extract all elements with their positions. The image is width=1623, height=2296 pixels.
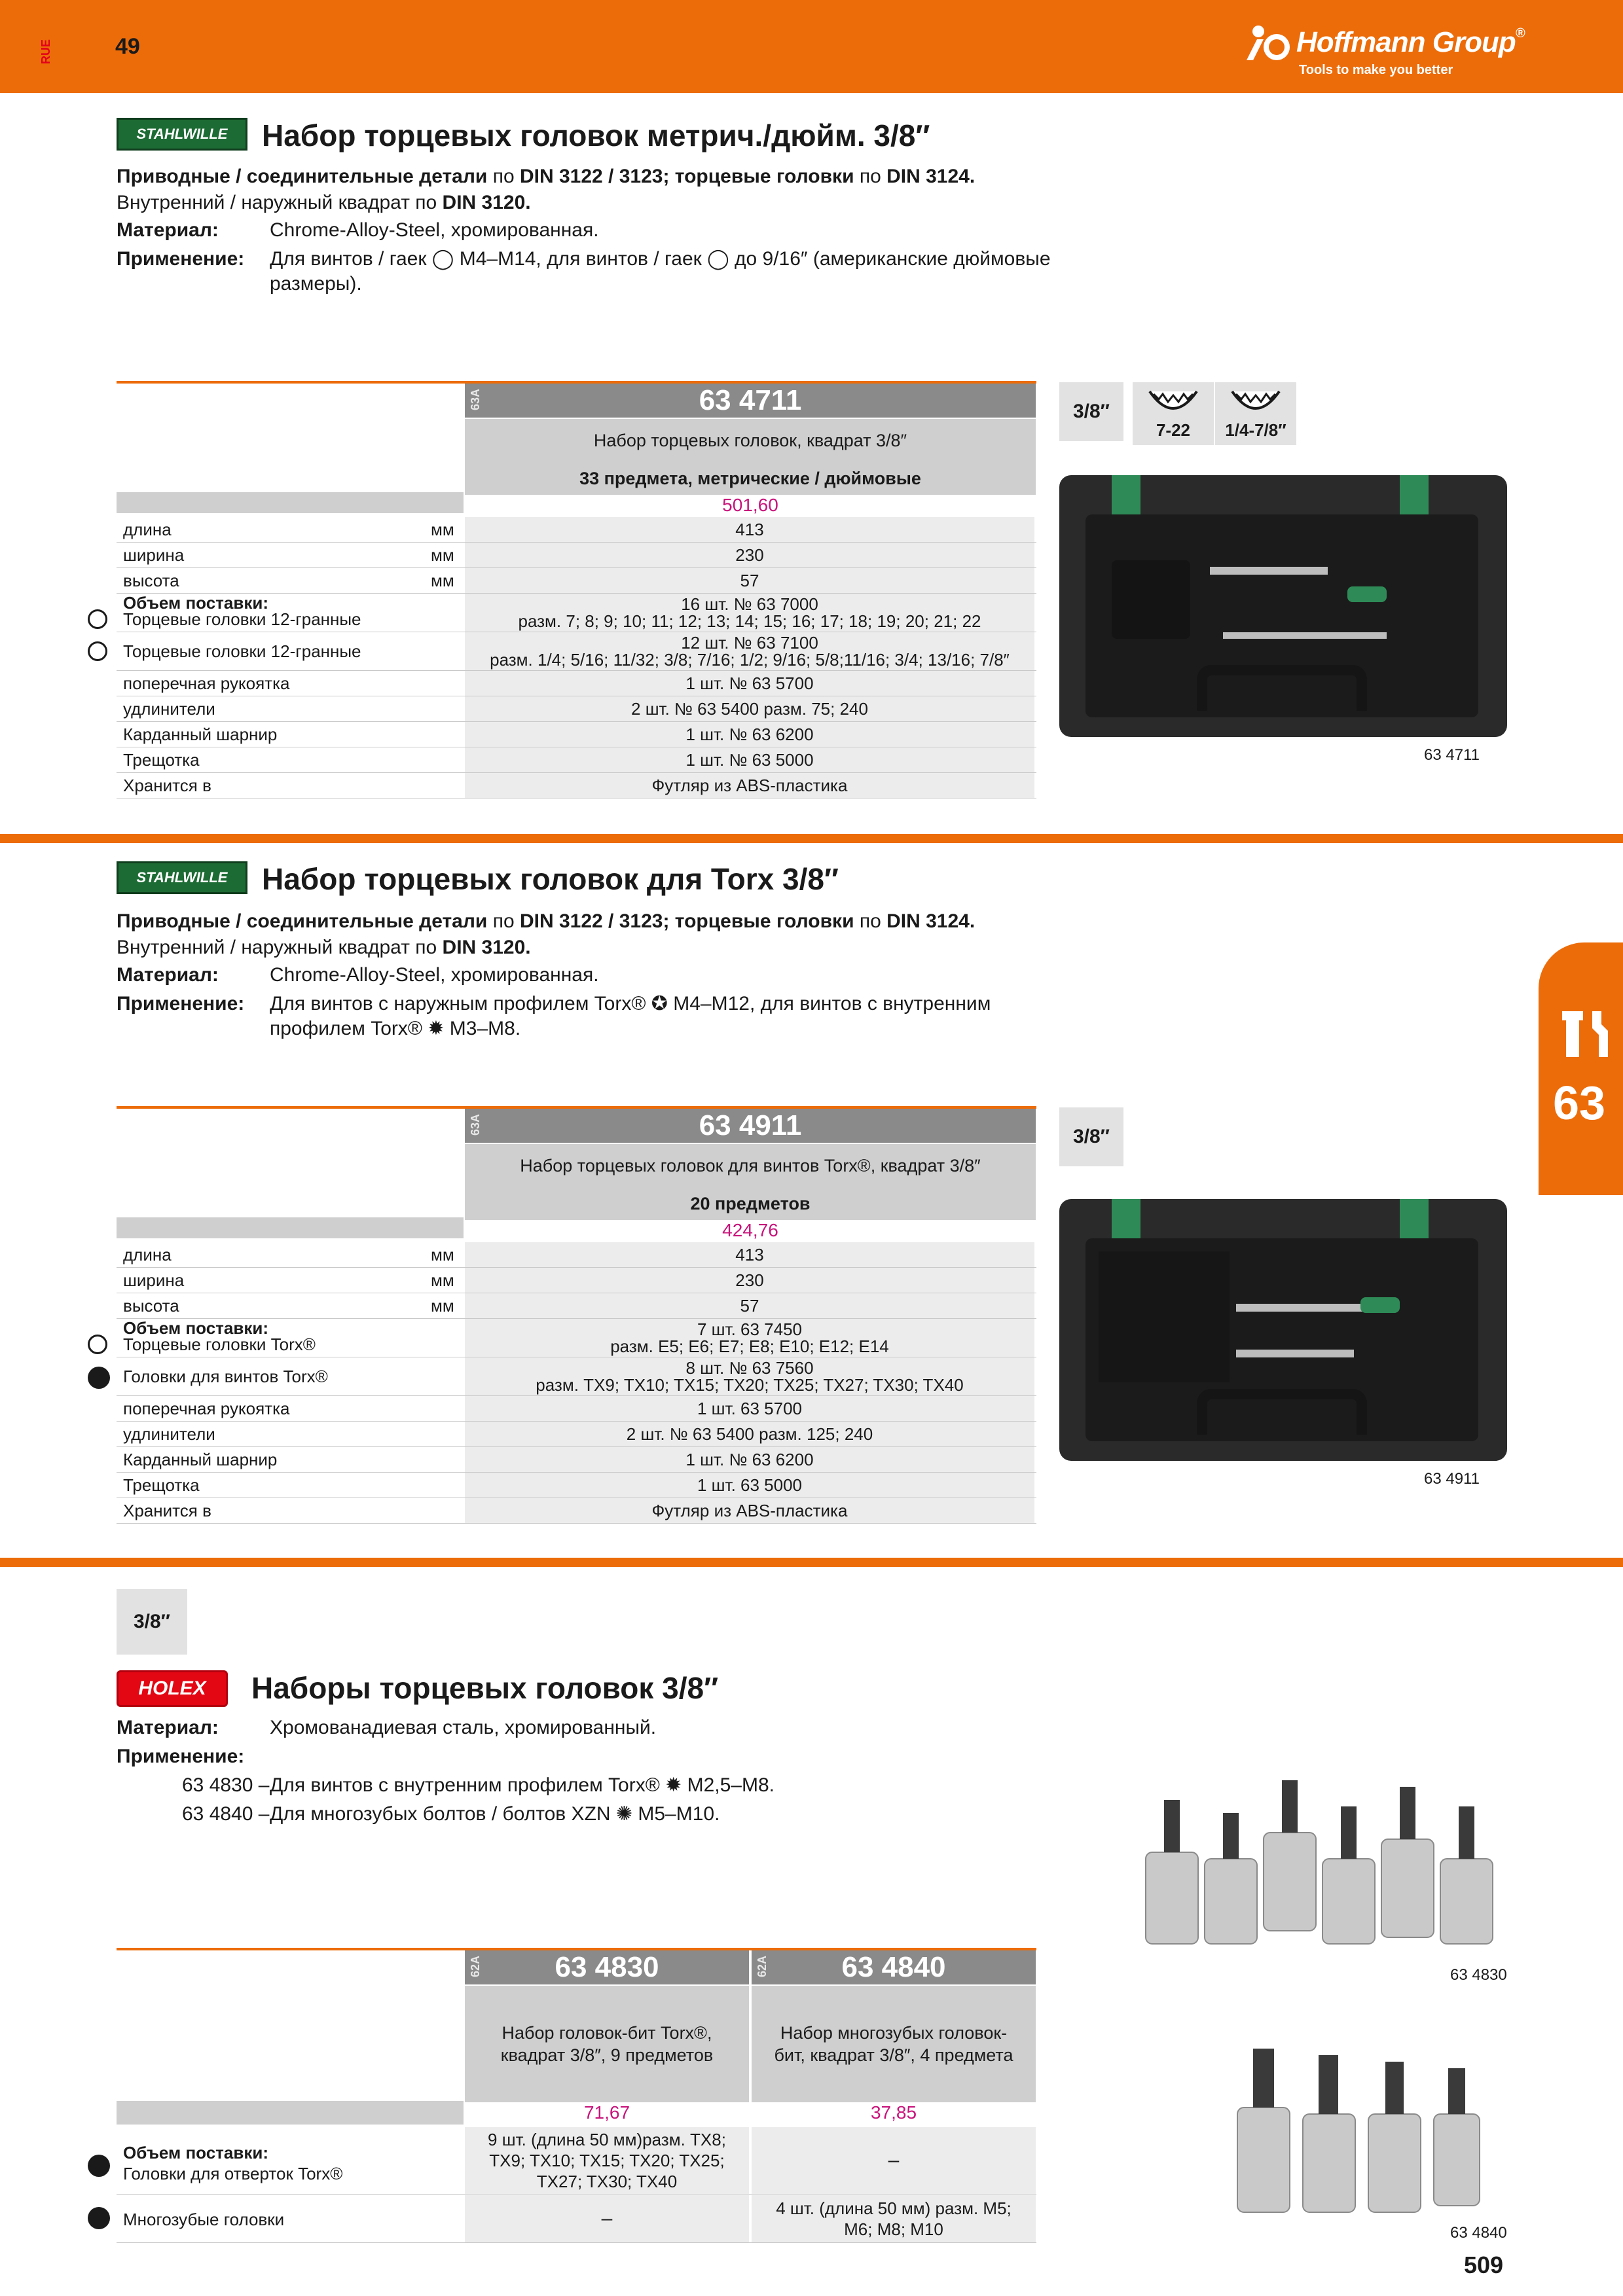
row-label: поперечная рукоятка — [123, 673, 290, 693]
table3-row-torx — [117, 2127, 1036, 2195]
row-value — [465, 632, 1034, 670]
drive-size-box-1: 3/8″ — [1059, 382, 1123, 441]
row-value-main: 2 шт. № 63 5400 разм. 125; 240 — [626, 1424, 873, 1444]
table2-code: 63A 63 4911 — [465, 1109, 1036, 1143]
table1-subtitle-bar — [117, 492, 464, 513]
row-value-main: 57 — [740, 571, 759, 590]
section2-application-label: Применение: — [117, 993, 245, 1014]
row-label: удлинители — [123, 1424, 215, 1444]
row-value — [465, 517, 1034, 542]
table3-r1-label2: Головки для отверток Torx® — [123, 2164, 343, 2183]
row-value-main: Футляр из ABS-пластика — [651, 1501, 848, 1520]
table2-subtitle: 20 предметов — [465, 1187, 1036, 1220]
row-label: ширина — [123, 1270, 185, 1290]
row-value-main: 16 шт. № 63 7000 — [681, 594, 818, 614]
row-label: ширина — [123, 545, 185, 565]
row-label: высота — [123, 1296, 179, 1316]
table1-price: 501,60 — [722, 495, 778, 515]
table3-r1-a: 9 шт. (длина 50 мм)разм. TX8; TX9; TX10; TX15; TX20; TX25; TX27; TX30; TX40 — [465, 2127, 749, 2194]
section3-material-value: Хромованадиевая сталь, хромированный. — [270, 1717, 657, 1738]
row-label: высота — [123, 571, 179, 590]
table3-r1-label1: Объем поставки: — [123, 2143, 269, 2162]
row-value-sizes: разм. TX9; TX10; TX15; TX20; TX25; TX27; TX30; TX40 — [536, 1375, 964, 1395]
row-value — [465, 696, 1034, 721]
metric-range: 7-22 — [1156, 420, 1191, 440]
section1-application-label: Применение: — [117, 248, 245, 270]
row-label: поперечная рукоятка — [123, 1399, 290, 1418]
section3-title: Наборы торцевых головок 3/8″ — [251, 1671, 719, 1705]
image-caption-3: 63 4830 — [1450, 1966, 1507, 1984]
row-unit: мм — [431, 545, 454, 565]
row-value-main: 57 — [740, 1296, 759, 1316]
table3-price-a: 71,67 — [583, 2102, 630, 2123]
section1-material-label: Материал: — [117, 219, 219, 241]
stahlwille-logo: STAHLWILLE — [117, 861, 247, 894]
table-row — [117, 1357, 1036, 1396]
table3-r1-b: – — [752, 2127, 1036, 2194]
row-value-main: 1 шт. № 63 6200 — [685, 1450, 814, 1469]
torx-internal-icon — [88, 2155, 110, 2177]
row-value — [465, 773, 1034, 798]
row-label: Головки для винтов Torx® — [123, 1367, 328, 1386]
app2-text: Для многозубых болтов / болтов XZN ✺ M5–M10. — [270, 1803, 720, 1825]
section1-application-l1: Для винтов / гаек ◯ M4–M14, для винтов / гаек ◯ до 9/16″ (американские дюймовые — [270, 248, 1051, 270]
row-unit: мм — [431, 1296, 454, 1316]
table3-r2-a: – — [465, 2195, 749, 2242]
inch-range: 1/4-7/8″ — [1225, 420, 1286, 440]
app2-code: 63 4840 – — [182, 1803, 270, 1825]
hex-socket-icon — [88, 609, 107, 629]
table-row — [117, 1396, 1036, 1422]
row-value — [465, 1498, 1034, 1523]
table-row — [117, 773, 1036, 798]
row-value-main: Футляр из ABS-пластика — [651, 776, 848, 795]
section2-material-label: Материал: — [117, 964, 219, 986]
image-caption-1: 63 4711 — [1424, 746, 1480, 764]
section2-standards: Приводные / соединительные детали по DIN 3122 / 3123; торцевые головки по DIN 3124. — [117, 910, 976, 932]
row-unit: мм — [431, 571, 454, 590]
hex-socket-icon — [88, 641, 107, 661]
image-caption-2: 63 4911 — [1424, 1470, 1480, 1488]
section1-material-value: Chrome-Alloy-Steel, хромированная. — [270, 219, 599, 241]
row-label: длина — [123, 1245, 172, 1265]
row-value-sizes: разм. 7; 8; 9; 10; 11; 12; 13; 14; 15; 16; 17; 18; 19; 20; 21; 22 — [518, 611, 981, 631]
table-row — [117, 671, 1036, 696]
row-value — [465, 543, 1034, 567]
table-row — [117, 1447, 1036, 1473]
table3-row-spline — [117, 2195, 1036, 2243]
row-value-main: 1 шт. № 63 5000 — [685, 750, 814, 770]
row-value — [465, 594, 1034, 632]
row-value — [465, 1473, 1034, 1498]
row-value — [465, 1396, 1034, 1421]
socket-12pt-icon — [1230, 386, 1282, 419]
row-value — [465, 1422, 1034, 1446]
section1-application-l2: размеры). — [270, 273, 362, 295]
logo-title: Hoffmann Group® — [1296, 26, 1525, 58]
row-label-item: Торцевые головки 12-гранные — [123, 609, 361, 629]
page-header — [0, 0, 1623, 93]
logo-tagline: Tools to make you better — [1299, 63, 1453, 77]
torx-set-case-image — [1059, 1199, 1507, 1461]
socket-set-case-image — [1059, 475, 1507, 737]
row-value-main: 1 шт. 63 5700 — [697, 1399, 802, 1418]
table3-price-bar — [117, 2101, 464, 2125]
section3-application-label: Применение: — [117, 1746, 245, 1767]
table-row — [117, 1268, 1036, 1293]
row-label: Трещотка — [123, 750, 200, 770]
row-value — [465, 747, 1034, 772]
section1-standards: Приводные / соединительные детали по DIN 3122 / 3123; торцевые головки по DIN 3124. — [117, 166, 976, 187]
row-label: Карданный шарнир — [123, 1450, 278, 1469]
table1-subtitle: 33 предмета, метрические / дюймовые — [465, 462, 1036, 495]
chapter-number: 63 — [1553, 1077, 1606, 1130]
socket-inch-box — [1215, 382, 1296, 445]
section2-material-value: Chrome-Alloy-Steel, хромированная. — [270, 964, 599, 986]
app1-text: Для винтов с внутренним профилем Torx® ✹ M2,5–M8. — [270, 1774, 775, 1796]
row-label: удлинители — [123, 699, 215, 719]
section-separator-2 — [0, 1558, 1623, 1567]
table3-desc-b: Набор многозубых головок-бит, квадрат 3/8″, 4 предмета — [752, 1986, 1036, 2102]
row-label-heading: Объем поставки: — [123, 593, 269, 613]
row-value-main: 8 шт. № 63 7560 — [685, 1358, 814, 1378]
row-value — [465, 1319, 1034, 1357]
socket-metric-box — [1133, 382, 1214, 445]
row-value — [465, 722, 1034, 747]
row-label — [123, 595, 361, 628]
chapter-tab — [1539, 942, 1623, 1195]
row-value — [465, 1447, 1034, 1472]
table2-price: 424,76 — [722, 1220, 778, 1240]
row-value — [465, 1293, 1034, 1318]
table-row — [117, 1319, 1036, 1357]
table-row — [117, 568, 1036, 594]
section1-square: Внутренний / наружный квадрат по DIN 3120. — [117, 192, 531, 213]
app1-code: 63 4830 – — [182, 1774, 270, 1796]
row-value-main: 7 шт. 63 7450 — [697, 1319, 802, 1339]
table-row — [117, 517, 1036, 543]
row-value-main: 230 — [735, 1270, 764, 1290]
table3-code-a: 62A 63 4830 — [465, 1950, 749, 1984]
table3-r2-label: Многозубые головки — [123, 2210, 285, 2229]
page-number-top: 49 — [115, 34, 140, 59]
row-unit: мм — [431, 1245, 454, 1265]
row-label — [123, 1320, 316, 1353]
section1-title: Набор торцевых головок метрич./дюйм. 3/8″ — [262, 118, 930, 152]
tools-icon — [1558, 1005, 1617, 1064]
holex-logo: HOLEX — [117, 1670, 228, 1707]
row-value — [465, 568, 1034, 593]
row-label: Карданный шарнир — [123, 725, 278, 744]
row-value-main: 2 шт. № 63 5400 разм. 75; 240 — [631, 699, 868, 719]
torx-external-icon — [88, 1335, 107, 1354]
row-value-main: 1 шт. № 63 5700 — [685, 673, 814, 693]
table-row — [117, 747, 1036, 773]
row-value — [465, 1242, 1034, 1267]
table3-desc-a: Набор головок-бит Torx®, квадрат 3/8″, 9 предметов — [465, 1986, 749, 2102]
image-caption-4: 63 4840 — [1450, 2224, 1507, 2242]
language-code: RUE — [39, 39, 52, 64]
spline-bit-sockets-image — [1231, 2036, 1493, 2219]
section2-square: Внутренний / наружный квадрат по DIN 3120. — [117, 937, 531, 958]
row-unit: мм — [431, 520, 454, 539]
table-row — [117, 722, 1036, 747]
row-value-main: 1 шт. № 63 6200 — [685, 725, 814, 744]
row-label: Торцевые головки 12-гранные — [123, 641, 361, 661]
row-value-main: 1 шт. 63 5000 — [697, 1475, 802, 1495]
drive-size-box-2: 3/8″ — [1059, 1107, 1123, 1166]
table-row — [117, 632, 1036, 671]
spline-icon — [88, 2207, 110, 2229]
table2-description: Набор торцевых головок для винтов Torx®, квадрат 3/8″ — [465, 1144, 1036, 1187]
row-label-heading: Объем поставки: — [123, 1318, 269, 1338]
socket-12pt-icon — [1147, 386, 1199, 419]
stahlwille-logo: STAHLWILLE — [117, 118, 247, 151]
row-label-item: Торцевые головки Torx® — [123, 1335, 316, 1354]
section-separator-1 — [0, 834, 1623, 843]
table-row — [117, 1473, 1036, 1498]
table-row — [117, 696, 1036, 722]
row-label: Хранится в — [123, 776, 211, 795]
row-value-main: 230 — [735, 545, 764, 565]
table-row — [117, 1422, 1036, 1447]
table-row — [117, 1293, 1036, 1319]
table1-code: 63A 63 4711 — [465, 384, 1036, 418]
section3-material-label: Материал: — [117, 1717, 219, 1738]
table-row — [117, 1498, 1036, 1524]
row-value — [465, 671, 1034, 696]
torx-bit-sockets-image — [1133, 1761, 1525, 1957]
row-label: Хранится в — [123, 1501, 211, 1520]
table-row — [117, 1242, 1036, 1268]
row-value — [465, 1268, 1034, 1293]
row-label: длина — [123, 520, 172, 539]
row-unit: мм — [431, 1270, 454, 1290]
row-value — [465, 1357, 1034, 1395]
table3-code-b: 62A 63 4840 — [752, 1950, 1036, 1984]
section2-title: Набор торцевых головок для Torx 3/8″ — [262, 862, 839, 896]
section2-application-l1: Для винтов с наружным профилем Torx® ✪ M4–M12, для винтов с внутренним — [270, 993, 991, 1014]
table3-price-b: 37,85 — [870, 2102, 917, 2123]
row-value-sizes: разм. E5; E6; E7; E8; E10; E12; E14 — [610, 1336, 889, 1356]
row-value-sizes: разм. 1/4; 5/16; 11/32; 3/8; 7/16; 1/2; 9/16; 5/8;11/16; 3/4; 13/16; 7/8″ — [490, 650, 1010, 670]
torx-internal-icon — [88, 1367, 110, 1389]
table-row — [117, 543, 1036, 568]
row-value-main: 12 шт. № 63 7100 — [681, 633, 818, 653]
page-number-bottom: 509 — [1464, 2251, 1504, 2278]
table2-subtitle-bar — [117, 1217, 464, 1238]
row-label: Трещотка — [123, 1475, 200, 1495]
drive-size-box-3: 3/8″ — [117, 1589, 187, 1655]
row-value-main: 413 — [735, 520, 764, 539]
section2-application-l2: профилем Torx® ✹ M3–M8. — [270, 1018, 521, 1039]
table1-description: Набор торцевых головок, квадрат 3/8″ — [465, 419, 1036, 462]
row-value-main: 413 — [735, 1245, 764, 1265]
table-row — [117, 594, 1036, 632]
table3-r2-b: 4 шт. (длина 50 мм) разм. M5; M6; M8; M10 — [752, 2195, 1036, 2242]
hoffmann-logo-icon — [1244, 24, 1290, 63]
